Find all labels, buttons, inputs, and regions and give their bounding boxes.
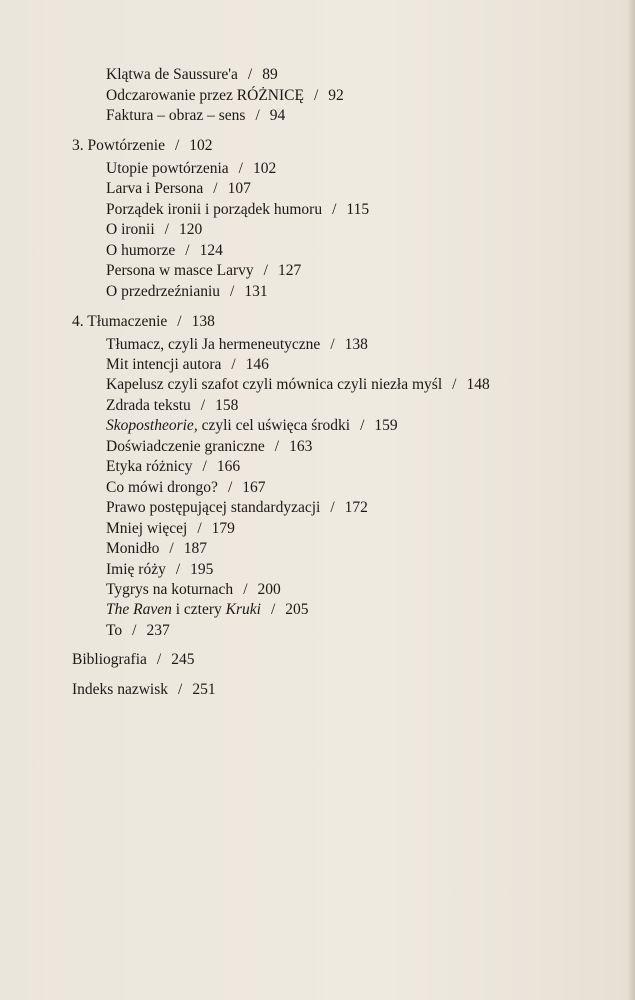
toc-separator: / xyxy=(231,356,236,373)
toc-entry-title: Co mówi drongo? xyxy=(106,479,218,496)
toc-entry xyxy=(106,478,266,498)
toc-entry-page: 107 xyxy=(227,180,251,197)
toc-separator: / xyxy=(270,601,276,618)
toc-entry xyxy=(106,220,202,240)
toc-separator: / xyxy=(360,417,365,434)
toc-chapter-title: 3. Powtórzenie xyxy=(72,137,165,154)
toc-entry-title: Tygrys na koturnach xyxy=(106,581,234,598)
toc-separator: / xyxy=(330,499,335,516)
toc-entry-page: 92 xyxy=(328,87,344,104)
toc-separator: / xyxy=(202,458,207,475)
toc-entry xyxy=(106,282,268,302)
toc-entry-title: Klątwa de Saussure'a xyxy=(106,66,238,83)
toc-entry-page: 205 xyxy=(285,601,309,618)
toc-entry-page: 127 xyxy=(277,262,302,279)
toc-chapter-title: Indeks nazwisk xyxy=(72,681,168,698)
toc-entry-title: Etyka różnicy xyxy=(106,458,193,475)
toc-entry-page: 187 xyxy=(183,540,207,557)
toc-entry xyxy=(106,241,223,261)
toc-separator: / xyxy=(230,283,235,300)
toc-separator: / xyxy=(274,438,280,455)
toc-separator: / xyxy=(213,180,218,197)
toc-separator: / xyxy=(263,262,268,279)
toc-separator: / xyxy=(330,336,335,353)
toc-entry xyxy=(106,159,276,179)
toc-entry-title-italic: The Raven xyxy=(106,601,172,618)
toc-entry-title: Porządek ironii i porządek humoru xyxy=(106,201,323,218)
toc-entry xyxy=(106,560,213,580)
toc-entry-title: Prawo postępującej standardyzacji xyxy=(106,499,321,516)
toc-separator: / xyxy=(243,581,248,598)
toc-entry xyxy=(106,179,251,199)
toc-separator: / xyxy=(227,479,233,496)
toc-entry-page: 124 xyxy=(199,242,223,259)
toc-separator: / xyxy=(178,681,183,698)
toc-entry-title: O humorze xyxy=(106,242,176,259)
toc-entry-title: czyli cel uświęca środki xyxy=(197,417,351,434)
toc-entry-page: 158 xyxy=(215,397,239,414)
toc-entry-title: Zdrada tekstu xyxy=(106,397,191,414)
toc-entry-title: O ironii xyxy=(106,221,155,238)
toc-entry-page: 131 xyxy=(244,283,268,300)
toc-entry xyxy=(106,335,368,355)
toc-chapter-title: Bibliografia xyxy=(72,651,147,668)
toc-entry xyxy=(106,106,285,126)
toc-entry-title: i cztery xyxy=(171,601,226,618)
toc-entry-title: Odczarowanie przez RÓŻNICĘ xyxy=(106,87,304,104)
toc-separator: / xyxy=(255,107,260,124)
toc-entry-page: 159 xyxy=(374,417,398,434)
toc-separator: / xyxy=(313,87,319,104)
toc-entry xyxy=(106,621,170,641)
toc-separator: / xyxy=(156,651,162,668)
toc-entry-page: 138 xyxy=(344,336,368,353)
toc-entry xyxy=(106,600,309,620)
toc-entry-title: Doświadczenie graniczne xyxy=(106,438,265,455)
toc-separator: / xyxy=(132,622,137,639)
toc-entry-page: 166 xyxy=(216,458,241,475)
toc-separator: / xyxy=(200,397,206,414)
toc-entry-page: 237 xyxy=(146,622,170,639)
toc-separator: / xyxy=(175,561,181,578)
toc-entry-title: Imię róży xyxy=(106,561,166,578)
toc-entry xyxy=(106,355,269,375)
toc-entry-page: 167 xyxy=(242,479,266,496)
toc-entry-title: O przedrzeźnianiu xyxy=(106,283,221,300)
toc-entry xyxy=(106,519,235,539)
toc-entry-page: 251 xyxy=(192,681,216,698)
toc-entry-page: 138 xyxy=(191,313,215,330)
toc-entry-page: 148 xyxy=(466,376,490,393)
toc-entry-title: Utopie powtórzenia xyxy=(106,160,229,177)
toc-entry-page: 200 xyxy=(257,581,281,598)
toc-entry-page: 146 xyxy=(245,356,269,373)
toc-separator: / xyxy=(197,520,202,537)
toc-entry-title: Persona w masce Larvy xyxy=(106,262,254,279)
toc-entry-page: 245 xyxy=(171,651,195,668)
toc-entry-page: 195 xyxy=(190,561,214,578)
toc-entry-title: Mit intencji autora xyxy=(106,356,222,373)
toc-entry-title: Kapelusz czyli szafot czyli mównica czyli niezła myśl xyxy=(106,376,443,393)
toc-separator: / xyxy=(332,201,337,218)
toc-entry-title: Tłumacz, czyli Ja hermeneutyczne xyxy=(106,336,321,353)
toc-entry-page: 94 xyxy=(269,107,286,124)
toc-entry-title: Larva i Persona xyxy=(106,180,204,197)
toc-entry xyxy=(106,498,368,518)
toc-entry-title: Mniej więcej xyxy=(106,520,188,537)
toc-chapter xyxy=(72,680,216,700)
toc-entry xyxy=(106,437,312,457)
toc-separator: / xyxy=(185,242,190,259)
toc-entry xyxy=(106,200,369,220)
toc-entry-page: 163 xyxy=(289,438,313,455)
toc-separator: / xyxy=(452,376,457,393)
toc-entry xyxy=(106,416,398,436)
toc-entry-title: Faktura – obraz – sens xyxy=(106,107,246,124)
toc-separator: / xyxy=(174,137,180,154)
page-edge-shadow xyxy=(627,0,635,1000)
toc-entry xyxy=(106,396,238,416)
toc-entry-page: 120 xyxy=(178,221,203,238)
toc-entry-title-italic: Skopostheorie, xyxy=(106,417,198,434)
toc-entry xyxy=(106,457,240,477)
toc-entry-title-italic: Kruki xyxy=(225,601,261,618)
toc-separator: / xyxy=(238,160,243,177)
toc-entry-page: 172 xyxy=(344,499,368,516)
toc-entry xyxy=(106,261,301,281)
toc-entry-title: To xyxy=(106,622,123,639)
toc-entry-page: 102 xyxy=(189,137,213,154)
toc-entry-page: 179 xyxy=(211,520,235,537)
toc-entry xyxy=(106,375,490,395)
toc-entry xyxy=(106,580,281,600)
toc-chapter-title: 4. Tłumaczenie xyxy=(72,313,168,330)
toc-entry xyxy=(106,86,344,106)
toc-entry-page: 115 xyxy=(346,201,370,218)
toc-entry-page: 89 xyxy=(262,66,278,83)
toc-chapter xyxy=(72,650,194,670)
toc-separator: / xyxy=(164,221,169,238)
toc-separator: / xyxy=(177,313,182,330)
toc-entry-title: Monidło xyxy=(106,540,160,557)
toc-chapter xyxy=(72,312,215,332)
toc-separator: / xyxy=(247,66,253,83)
toc-entry-page: 102 xyxy=(252,160,277,177)
toc-chapter xyxy=(72,136,213,156)
toc-entry xyxy=(106,65,278,85)
toc-entry xyxy=(106,539,207,559)
toc-separator: / xyxy=(169,540,174,557)
